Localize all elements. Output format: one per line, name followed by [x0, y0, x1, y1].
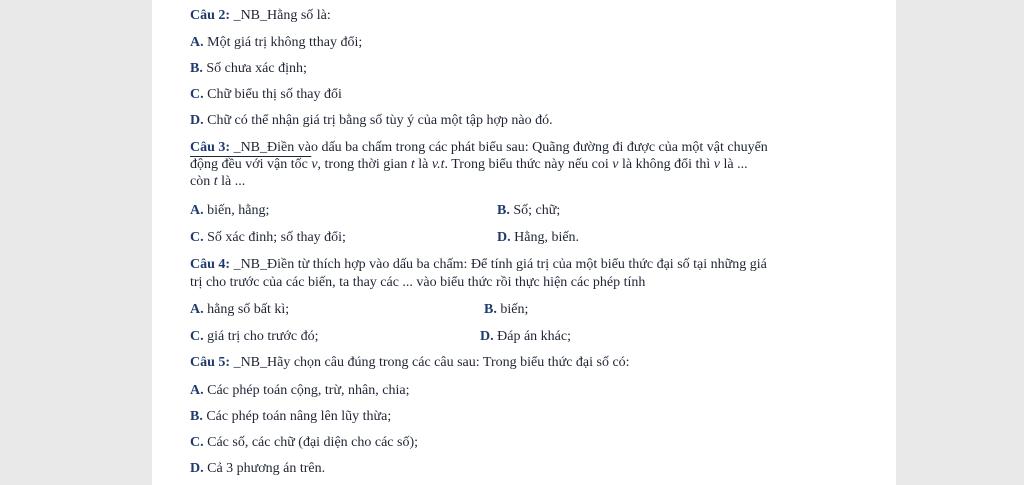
var-v: v	[612, 157, 619, 172]
question-2	[190, 8, 331, 24]
q3-option-a: A. biến, hằng;	[190, 203, 270, 218]
question-3-label: Câu 3:	[190, 140, 231, 155]
q3-option-c: C. Số xác đinh; số thay đổi;	[190, 230, 346, 245]
question-4-line-2: trị cho trước của các biến, ta thay các ... vào biểu thức rồi thực hiện các phép tính	[190, 275, 646, 290]
q5-option-b: B. Các phép toán nâng lên lũy thừa;	[190, 409, 392, 424]
q3-option-b: B. Số; chữ;	[497, 203, 561, 218]
question-2-text: _NB_Hằng số là:	[230, 8, 331, 23]
question-3-line-3: còn t là ...	[190, 174, 246, 189]
q5-option-d: D. Cả 3 phương án trên.	[190, 461, 326, 476]
expr-vt: v.t	[431, 157, 445, 172]
q4-option-a: A. hằng số bất kì;	[190, 302, 290, 317]
q5-option-c: C. Các số, các chữ (đại diện cho các số);	[190, 435, 419, 450]
question-2-label: Câu 2:	[190, 8, 231, 23]
question-5-text: _NB_Hãy chọn câu đúng trong các câu sau: Trong biểu thức đại số có:	[230, 355, 630, 370]
q5-option-a: A. Các phép toán cộng, trừ, nhân, chia;	[190, 383, 410, 398]
question-3	[190, 140, 768, 156]
q4-option-b: B. biến;	[484, 302, 529, 317]
question-4-line-1: _NB_Điền từ thích hợp vào dấu ba chấm: Để tính giá trị của một biểu thức đại số tại những giá	[230, 257, 767, 272]
question-5	[190, 355, 630, 371]
var-v: v	[713, 157, 720, 172]
question-3-line-2: động đều với vận tốc v, trong thời gian t là v.t. Trong biểu thức này nếu coi v là không đổi thì v là ...	[190, 157, 748, 172]
question-4-label: Câu 4:	[190, 257, 231, 272]
question-5-label: Câu 5:	[190, 355, 231, 370]
q2-option-b: B. Số chưa xác định;	[190, 61, 307, 76]
var-t: t	[213, 174, 218, 189]
question-3-line-1: _NB_Điền vào dấu ba chấm trong các phát biểu sau: Quãng đường đi được của một vật chuyển	[230, 140, 768, 155]
document-page	[152, 0, 896, 485]
q2-option-c: C. Chữ biểu thị số thay đổi	[190, 87, 342, 102]
question-4	[190, 257, 767, 273]
var-t: t	[410, 157, 415, 172]
q4-option-d: D. Đáp án khác;	[480, 329, 571, 344]
q3-option-d: D. Hằng, biến.	[497, 230, 580, 245]
q2-option-a: A. Một giá trị không tthay đổi;	[190, 35, 363, 50]
q4-option-c: C. giá trị cho trước đó;	[190, 329, 319, 344]
var-v: v	[311, 157, 318, 172]
q2-option-d: D. Chữ có thể nhận giá trị bằng số tùy ý của một tập hợp nào đó.	[190, 113, 553, 128]
